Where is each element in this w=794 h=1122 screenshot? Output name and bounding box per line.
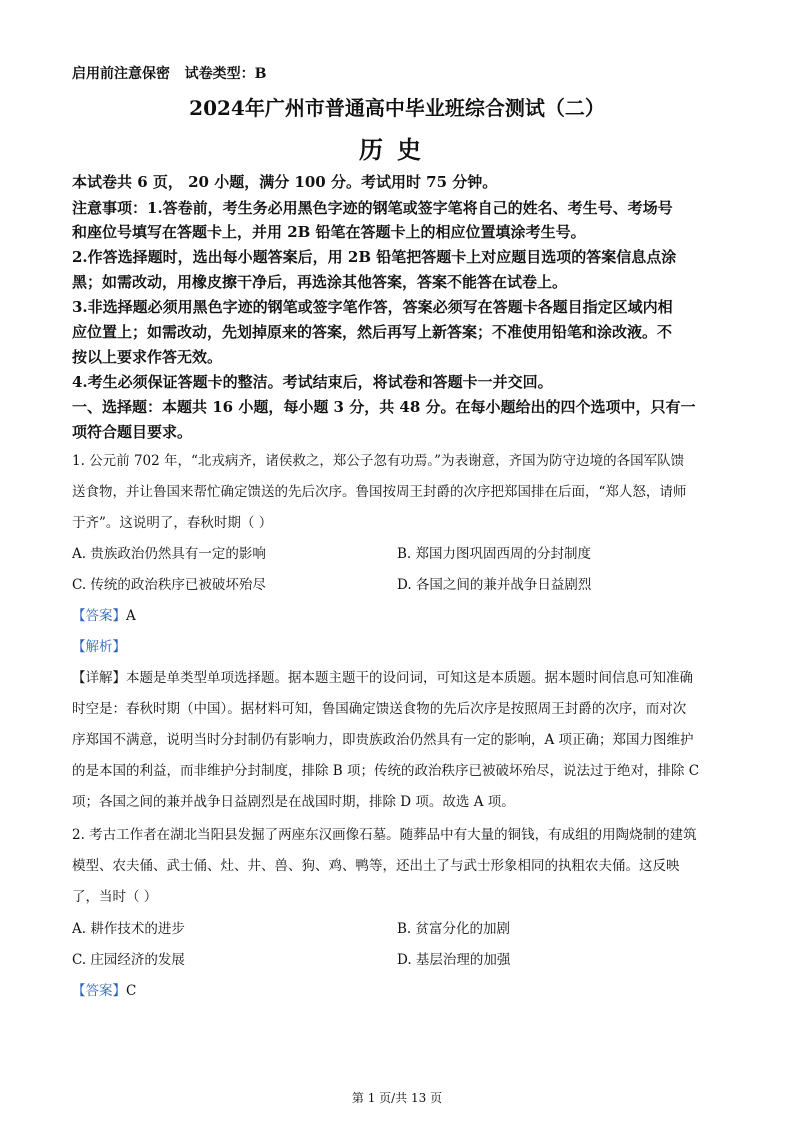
question-text: 了，当时（ ） bbox=[72, 889, 158, 905]
notice-line: 3.非选择题必须用黑色字迹的钢笔或签字笔作答，答案必须写在答题卡各题目指定区域内相 bbox=[72, 298, 673, 316]
notice-line: 本试卷共 6 页， 20 小题，满分 100 分。考试用时 75 分钟。 bbox=[72, 173, 498, 191]
answer-line bbox=[72, 604, 136, 624]
answer-line bbox=[72, 979, 136, 999]
question-text: 1. 公元前 702 年，“北戎病齐，诸侯救之，郑公子忽有功焉。”为表谢意，齐国为防守边境的各国军队馈 bbox=[72, 453, 685, 469]
answer-tag: 【答案】 bbox=[72, 608, 126, 624]
exam-title: 2024年广州市普通高中毕业班综合测试（二） bbox=[189, 96, 605, 120]
detail-text: 的是本国的利益，而非维护分封制度，排除 B 项；传统的政治秩序已被破坏殆尽，说法过于绝对，排除 C bbox=[72, 763, 700, 779]
notice-line: 和座位号填写在答题卡上，并用 2B 铅笔在答题卡上的相应位置填涂考生号。 bbox=[72, 223, 586, 241]
notice-line: 按以上要求作答无效。 bbox=[72, 348, 223, 366]
section-heading: 项符合题目要求。 bbox=[72, 423, 193, 441]
confidential-label: 启用前注意保密 bbox=[72, 66, 170, 82]
analysis-tag: 【解析】 bbox=[72, 639, 126, 655]
paper-type-label: 试卷类型：B bbox=[184, 66, 267, 82]
detail-text: 本题是单类型单项选择题。据本题主题干的设问词，可知这是本质题。据本题时间信息可知准确 bbox=[126, 670, 693, 686]
notice-line: 4.考生必须保证答题卡的整洁。考试结束后，将试卷和答题卡一并交回。 bbox=[72, 373, 553, 391]
question-text: 模型、农夫俑、武士俑、灶、井、兽、狗、鸡、鸭等，还出土了与武士形象相同的执粗农夫俑。这反映 bbox=[72, 858, 680, 874]
detail-tag: 【详解】 bbox=[72, 670, 126, 686]
notice-line: 2.作答选择题时，选出每小题答案后，用 2B 铅笔把答题卡上对应题目选项的答案信息点涂 bbox=[72, 248, 677, 266]
option-c: C. 庄园经济的发展 bbox=[72, 952, 185, 968]
notice-line: 注意事项：1.答卷前，考生务必用黑色字迹的钢笔或签字笔将自己的姓名、考生号、考场号 bbox=[72, 199, 673, 217]
option-d: D. 各国之间的兼并战争日益剧烈 bbox=[397, 577, 592, 593]
answer-value: C bbox=[126, 983, 137, 999]
notice-line: 应位置上；如需改动，先划掉原来的答案，然后再写上新答案；不准使用铅笔和涂改液。不 bbox=[72, 323, 673, 341]
option-d: D. 基层治理的加强 bbox=[397, 952, 511, 968]
section-heading: 一、选择题：本题共 16 小题，每小题 3 分，共 48 分。在每小题给出的四个选项中，只有一 bbox=[72, 398, 696, 416]
analysis-line bbox=[72, 635, 126, 655]
detail-text: 序郑国不满意，说明当时分封制仍有影响力，即贵族政治仍然具有一定的影响，A 项正确；郑国力图维护 bbox=[72, 732, 694, 748]
question-text: 送食物，并让鲁国来帮忙确定馈送的先后次序。鲁国按周王封爵的次序把郑国排在后面，“郑人怒，请师 bbox=[72, 484, 687, 500]
subject-title: 历史 bbox=[359, 135, 435, 164]
option-a: A. 耕作技术的进步 bbox=[72, 921, 185, 937]
answer-tag: 【答案】 bbox=[72, 983, 126, 999]
page-footer: 第 1 页/共 13 页 bbox=[351, 1091, 443, 1105]
option-a: A. 贵族政治仍然具有一定的影响 bbox=[72, 546, 266, 562]
detail-text: 项；各国之间的兼并战争日益剧烈是在战国时期，排除 D 项。故选 A 项。 bbox=[72, 794, 515, 810]
option-b: B. 郑国力图巩固西周的分封制度 bbox=[397, 546, 592, 562]
answer-value: A bbox=[126, 608, 136, 624]
detail-text: 时空是：春秋时期（中国）。据材料可知，鲁国确定馈送食物的先后次序是按照周王封爵的次序，而对次 bbox=[72, 701, 687, 717]
question-text: 于齐”。这说明了，春秋时期（ ） bbox=[72, 515, 273, 531]
notice-line: 黑；如需改动，用橡皮擦干净后，再选涂其他答案，答案不能答在试卷上。 bbox=[72, 273, 568, 291]
confidential-header bbox=[72, 63, 266, 83]
option-b: B. 贫富分化的加剧 bbox=[397, 921, 511, 937]
question-text: 2. 考古工作者在湖北当阳县发掘了两座东汉画像石墓。随葬品中有大量的铜钱，有成组的用陶烧制的建筑 bbox=[72, 827, 697, 843]
detail-line bbox=[72, 666, 693, 686]
option-c: C. 传统的政治秩序已被破坏殆尽 bbox=[72, 577, 266, 593]
